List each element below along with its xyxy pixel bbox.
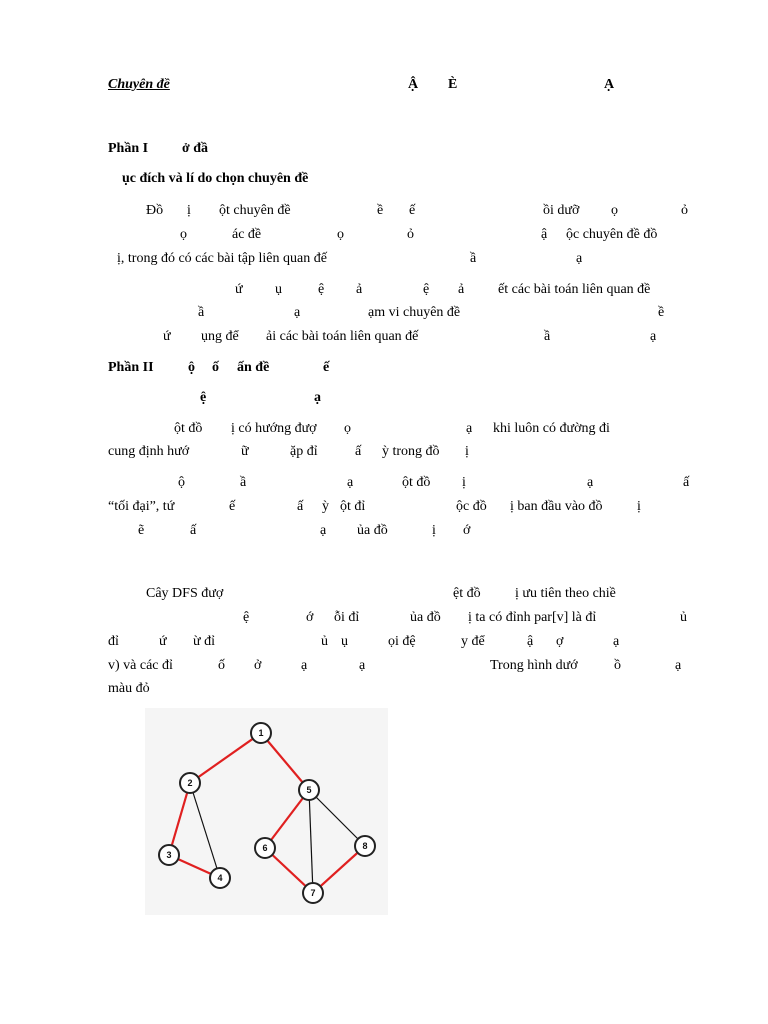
text-fragment: ột đỉ	[340, 499, 366, 514]
text-fragment: ệ	[423, 282, 430, 297]
title-fragment: Ạ	[604, 77, 615, 92]
text-fragment: ệ	[243, 610, 250, 625]
graph-node-1	[251, 723, 271, 743]
text-fragment: ủa đồ	[410, 610, 441, 625]
text-fragment: ệ	[318, 282, 325, 297]
text-fragment: ạ	[294, 305, 301, 320]
part1-subheading: ục đích và lí do chọn chuyên đề	[122, 171, 309, 186]
text-fragment: ặp đỉ	[290, 444, 318, 459]
text-fragment: ọi đệ	[388, 634, 416, 649]
part2-subheading-fragment: ệ	[200, 390, 207, 405]
graph-node-label: 4	[217, 873, 223, 883]
text-fragment: ở	[254, 658, 262, 673]
text-fragment: ỏ	[681, 203, 688, 218]
text-fragment: ỗi đỉ	[334, 610, 360, 625]
text-fragment: ớ	[463, 523, 471, 538]
title-fragment: Ậ	[408, 77, 419, 92]
text-fragment: ậ	[527, 634, 534, 649]
text-fragment: ột chuyên đề	[219, 203, 291, 218]
text-fragment: ác đề	[232, 227, 262, 242]
text-fragment: ị ưu tiên theo chiề	[515, 586, 616, 601]
text-fragment: ứ	[235, 282, 243, 297]
graph-node-label: 6	[262, 843, 268, 853]
text-fragment: khi luôn có đường đi	[493, 421, 610, 436]
text-fragment: ố	[218, 658, 225, 673]
tree-edge-1-2	[190, 733, 261, 783]
text-fragment: ề	[658, 305, 665, 320]
graph-node-5	[299, 780, 319, 800]
dfs-tree-figure	[145, 708, 388, 915]
part1-heading: Phần I	[108, 141, 149, 156]
text-fragment: ạ	[359, 658, 366, 673]
text-fragment: ạ	[613, 634, 620, 649]
non-tree-edge-2-4	[190, 783, 220, 878]
text-fragment: ọ	[344, 421, 351, 436]
text-fragment: ạ	[466, 421, 473, 436]
text-fragment: ột đồ	[174, 421, 203, 436]
text-fragment: ấ	[683, 475, 690, 490]
text-fragment: ấ	[190, 523, 197, 538]
text-fragment: ạ	[587, 475, 594, 490]
text-fragment: ừ đỉ	[193, 634, 215, 649]
text-fragment: cung định hướ	[108, 444, 190, 459]
text-fragment: ế	[409, 203, 416, 218]
text-fragment: ứ	[159, 634, 167, 649]
text-fragment: ộc đồ	[456, 499, 487, 514]
text-fragment: ụ	[275, 282, 282, 297]
text-fragment: Trong hình dướ	[490, 658, 578, 673]
text-fragment: ẽ	[138, 523, 145, 538]
text-fragment: ết các bài toán liên quan đề	[498, 282, 651, 297]
text-fragment: ạm vi chuyên đề	[368, 305, 461, 320]
text-fragment: ọ	[337, 227, 344, 242]
graph-node-7	[303, 883, 323, 903]
text-fragment: ị	[465, 444, 469, 459]
graph-node-3	[159, 845, 179, 865]
text-fragment: ứ	[163, 329, 171, 344]
text-fragment: ế	[229, 499, 236, 514]
text-fragment: “tối đại”, tứ	[108, 499, 175, 514]
part2-heading-fragment: ộ	[188, 360, 195, 375]
text-fragment: ệt đồ	[453, 586, 481, 601]
text-fragment: ụng để	[201, 329, 239, 344]
text-fragment: ị	[637, 499, 641, 514]
text-fragment: ị, trong đó có các bài tập liên quan đế	[117, 251, 327, 266]
graph-node-label: 2	[187, 778, 193, 788]
text-fragment: ạ	[320, 523, 327, 538]
tree-edge-1-5	[261, 733, 309, 790]
text-fragment: ủ	[680, 610, 687, 625]
text-fragment: ị	[432, 523, 436, 538]
text-fragment: ấ	[297, 499, 304, 514]
text-fragment: ị	[462, 475, 466, 490]
part2-subheading-fragment: ạ	[314, 390, 321, 405]
graph-node-label: 3	[166, 850, 172, 860]
text-fragment: ồ	[614, 658, 621, 673]
text-fragment: ạ	[650, 329, 657, 344]
text-fragment: ớ	[306, 610, 314, 625]
graph-node-6	[255, 838, 275, 858]
text-fragment: ạ	[576, 251, 583, 266]
text-fragment: ột đồ	[402, 475, 431, 490]
part1-heading-fragment: ở đầ	[182, 141, 209, 156]
text-fragment: ầ	[470, 251, 477, 266]
text-fragment: ộc chuyên đề đồ	[566, 227, 658, 242]
text-fragment: đỉ	[108, 634, 119, 649]
text-fragment: ải các bài toán liên quan đế	[266, 329, 419, 344]
text-fragment: ỳ trong đồ	[382, 444, 440, 459]
text-fragment: ộ	[178, 475, 185, 490]
graph-node-8	[355, 836, 375, 856]
text-fragment: ị ban đầu vào đồ	[510, 499, 603, 514]
text-fragment: ị ta có đỉnh par[v] là đỉ	[468, 610, 597, 625]
text-fragment: Cây DFS đượ	[146, 586, 224, 601]
text-fragment: ầ	[544, 329, 551, 344]
text-fragment: ầ	[198, 305, 205, 320]
graph-node-label: 8	[362, 841, 368, 851]
text-fragment: ọ	[611, 203, 618, 218]
text-fragment: màu đỏ	[108, 681, 150, 696]
text-fragment: ụ	[341, 634, 348, 649]
text-fragment: v) và các đỉ	[108, 658, 173, 673]
text-fragment: ủ	[321, 634, 328, 649]
text-fragment: ữ	[241, 444, 249, 459]
part2-heading-fragment: ế	[323, 360, 330, 375]
text-fragment: ạ	[347, 475, 354, 490]
graph-node-label: 5	[306, 785, 312, 795]
non-tree-edge-5-7	[309, 790, 313, 893]
text-fragment: ồi dưỡ	[543, 203, 580, 218]
text-fragment: Đồ	[146, 203, 164, 218]
text-fragment: ỏ	[407, 227, 414, 242]
text-fragment: ủa đồ	[357, 523, 388, 538]
graph-node-label: 7	[310, 888, 316, 898]
text-fragment: ọ	[180, 227, 187, 242]
text-fragment: ạ	[301, 658, 308, 673]
text-fragment: y để	[461, 634, 485, 649]
dfs-tree-graph	[145, 708, 388, 915]
topic-label: Chuyên đề	[108, 77, 170, 92]
tree-edge-2-3	[169, 783, 190, 855]
graph-node-4	[210, 868, 230, 888]
text-fragment: ị	[187, 203, 191, 218]
title-fragment: È	[448, 77, 458, 92]
text-fragment: ả	[356, 282, 363, 297]
text-fragment: ậ	[541, 227, 548, 242]
graph-node-label: 1	[258, 728, 264, 738]
non-tree-edge-5-8	[309, 790, 365, 846]
text-fragment: ạ	[675, 658, 682, 673]
part2-heading-fragment: ố	[212, 360, 219, 375]
text-fragment: ỳ	[322, 499, 329, 514]
text-fragment: ả	[458, 282, 465, 297]
part2-heading: Phần II	[108, 360, 154, 375]
text-fragment: ề	[377, 203, 384, 218]
text-fragment: ầ	[240, 475, 247, 490]
text-fragment: ấ	[355, 444, 362, 459]
part2-heading-fragment: ấn đề	[237, 360, 270, 375]
text-fragment: ợ	[556, 634, 564, 649]
graph-node-2	[180, 773, 200, 793]
text-fragment: ị có hướng đượ	[231, 421, 317, 436]
